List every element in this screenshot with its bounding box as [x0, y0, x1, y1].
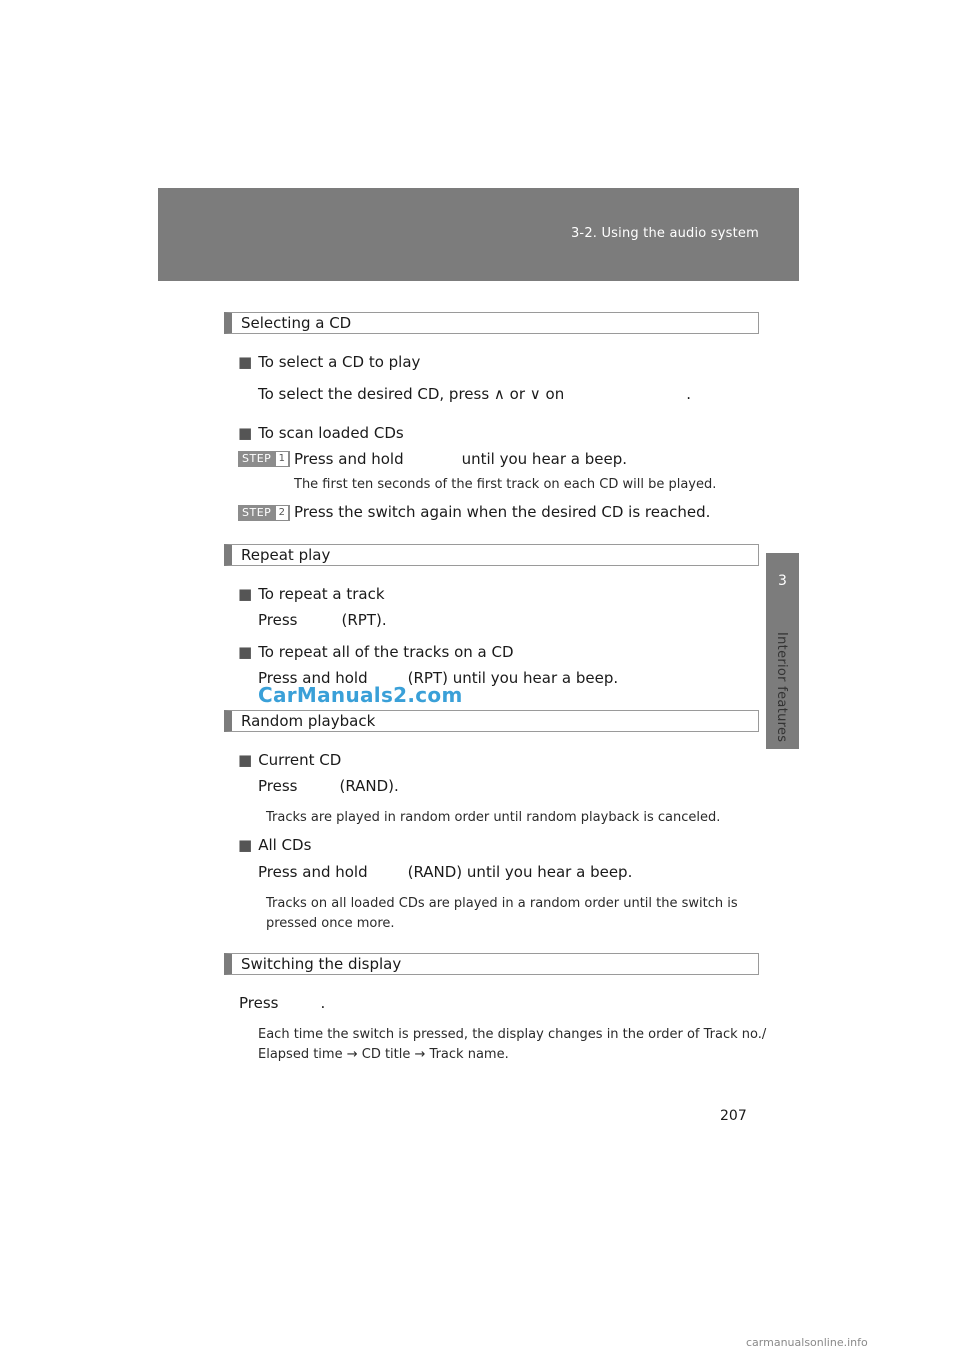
section-title-random: Random playback [224, 710, 759, 732]
subheading-select-cd: ■ To select a CD to play [238, 353, 421, 371]
arrow-right-icon: → [346, 1047, 358, 1062]
section-title-selecting: Selecting a CD [224, 312, 759, 334]
page-number: 207 [720, 1108, 747, 1124]
random-current-text: Press (RAND). [258, 777, 399, 795]
step-1-badge: STEP 1 [238, 451, 290, 467]
square-bullet-icon: ■ [238, 353, 253, 371]
square-bullet-icon: ■ [238, 585, 253, 603]
square-bullet-icon: ■ [238, 751, 253, 769]
chapter-number: 3 [778, 573, 787, 589]
subheading-all-cds: ■ All CDs [238, 836, 312, 854]
up-caret-icon: ∧ [493, 385, 505, 403]
subheading-repeat-track: ■ To repeat a track [238, 585, 385, 603]
square-bullet-icon: ■ [238, 836, 253, 854]
section-header: 3-2. Using the audio system [570, 226, 759, 241]
square-bullet-icon: ■ [238, 424, 253, 442]
step-2-text: Press the switch again when the desired CD is reached. [294, 503, 711, 521]
random-current-note: Tracks are played in random order until random playback is canceled. [266, 810, 721, 825]
random-all-note-line2: pressed once more. [266, 916, 395, 931]
section-title-repeat: Repeat play [224, 544, 759, 566]
subheading-scan-cds: ■ To scan loaded CDs [238, 424, 404, 442]
footer-watermark: carmanualsonline.info [746, 1336, 868, 1349]
section-title-display: Switching the display [224, 953, 759, 975]
display-press-text: Press . [239, 994, 326, 1012]
subheading-current-cd: ■ Current CD [238, 751, 342, 769]
step-2-badge: STEP 2 [238, 505, 290, 521]
arrow-right-icon: → [414, 1047, 426, 1062]
display-note-line1: Each time the switch is pressed, the display changes in the order of Track no./ [258, 1027, 767, 1042]
header-band [158, 188, 799, 281]
random-all-note-line1: Tracks on all loaded CDs are played in a random order until the switch is [266, 896, 738, 911]
random-all-text: Press and hold (RAND) until you hear a beep. [258, 863, 633, 881]
subheading-repeat-all: ■ To repeat all of the tracks on a CD [238, 643, 514, 661]
square-bullet-icon: ■ [238, 643, 253, 661]
chapter-label: Interior features [774, 632, 789, 743]
repeat-all-text: Press and hold (RPT) until you hear a beep. [258, 669, 619, 687]
down-caret-icon: ∨ [529, 385, 541, 403]
watermark-text: CarManuals2.com [258, 683, 463, 707]
repeat-track-text: Press (RPT). [258, 611, 387, 629]
display-note-line2: Elapsed time → CD title → Track name. [258, 1047, 509, 1062]
select-cd-instruction: To select the desired CD, press ∧ or ∨ on . [258, 385, 692, 403]
step-1-note: The first ten seconds of the first track on each CD will be played. [294, 477, 717, 492]
step-1-text: Press and hold until you hear a beep. [294, 450, 628, 468]
